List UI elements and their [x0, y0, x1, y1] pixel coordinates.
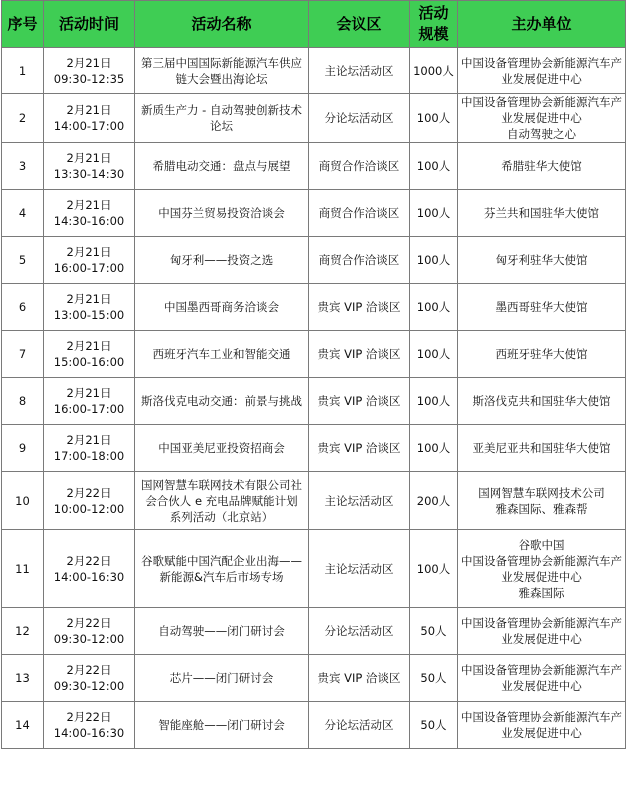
- cell-time-range: 14:00-17:00: [53, 119, 125, 133]
- cell-scale: 200人: [410, 472, 458, 530]
- cell-event-name: 自动驾驶——闭门研讨会: [135, 608, 309, 655]
- cell-event-name: 斯洛伐克电动交通：前景与挑战: [135, 378, 309, 425]
- cell-time: [44, 48, 135, 94]
- table-row: [2, 378, 626, 425]
- cell-zone: 分论坛活动区: [309, 94, 410, 143]
- cell-scale: 100人: [410, 237, 458, 284]
- table-row: [2, 472, 626, 530]
- cell-zone: 主论坛活动区: [309, 472, 410, 530]
- cell-time: [44, 143, 135, 190]
- cell-zone: 主论坛活动区: [309, 48, 410, 94]
- table-row: [2, 284, 626, 331]
- cell-event-name: 中国芬兰贸易投资洽谈会: [135, 190, 309, 237]
- cell-event-name: 第三届中国国际新能源汽车供应链大会暨出海论坛: [135, 48, 309, 94]
- cell-time: [44, 530, 135, 608]
- cell-date: 2月21日: [66, 339, 112, 353]
- cell-host: 斯洛伐克共和国驻华大使馆: [458, 378, 626, 425]
- cell-time: [44, 655, 135, 702]
- cell-zone: 贵宾 VIP 洽谈区: [309, 331, 410, 378]
- cell-time-range: 14:30-16:00: [53, 214, 125, 228]
- cell-no: 3: [2, 143, 44, 190]
- cell-no: 6: [2, 284, 44, 331]
- cell-event-name: 匈牙利——投资之选: [135, 237, 309, 284]
- header-row: [2, 1, 626, 48]
- table-row: [2, 702, 626, 749]
- cell-zone: 主论坛活动区: [309, 530, 410, 608]
- cell-time-range: 14:00-16:30: [53, 726, 125, 740]
- cell-time: [44, 378, 135, 425]
- cell-host: 中国设备管理协会新能源汽车产业发展促进中心: [458, 48, 626, 94]
- cell-no: 14: [2, 702, 44, 749]
- cell-time: [44, 94, 135, 143]
- cell-host: 西班牙驻华大使馆: [458, 331, 626, 378]
- cell-scale: 100人: [410, 284, 458, 331]
- cell-host: 中国设备管理协会新能源汽车产业发展促进中心: [458, 702, 626, 749]
- cell-time: [44, 472, 135, 530]
- cell-scale: 50人: [410, 702, 458, 749]
- cell-time-range: 15:00-16:00: [53, 355, 125, 369]
- cell-time-range: 10:00-12:00: [53, 501, 125, 516]
- cell-time: [44, 284, 135, 331]
- cell-no: 1: [2, 48, 44, 94]
- cell-event-name: 中国墨西哥商务洽谈会: [135, 284, 309, 331]
- cell-host: 国网智慧车联网技术公司 雅森国际、雅森帮: [458, 472, 626, 530]
- cell-host: 中国设备管理协会新能源汽车产业发展促进中心: [458, 608, 626, 655]
- cell-event-name: 新质生产力 - 自动驾驶创新技术论坛: [135, 94, 309, 143]
- cell-date: 2月21日: [66, 245, 112, 259]
- cell-no: 5: [2, 237, 44, 284]
- table-row: [2, 331, 626, 378]
- cell-scale: 100人: [410, 378, 458, 425]
- cell-zone: 贵宾 VIP 洽谈区: [309, 378, 410, 425]
- cell-date: 2月22日: [66, 553, 112, 568]
- cell-date: 2月21日: [66, 151, 112, 165]
- header-host: 主办单位: [458, 1, 626, 48]
- cell-time-range: 17:00-18:00: [53, 449, 125, 463]
- cell-time-range: 16:00-17:00: [53, 402, 125, 416]
- cell-time-range: 13:00-15:00: [53, 308, 125, 322]
- cell-date: 2月22日: [66, 663, 112, 677]
- cell-host: 匈牙利驻华大使馆: [458, 237, 626, 284]
- cell-no: 4: [2, 190, 44, 237]
- cell-event-name: 谷歌赋能中国汽配企业出海——新能源&汽车后市场专场: [135, 530, 309, 608]
- table-row: [2, 94, 626, 143]
- table-header: [2, 1, 626, 48]
- cell-no: 11: [2, 530, 44, 608]
- cell-date: 2月21日: [66, 55, 112, 70]
- cell-scale: 50人: [410, 608, 458, 655]
- cell-host: 墨西哥驻华大使馆: [458, 284, 626, 331]
- header-name: 活动名称: [135, 1, 309, 48]
- header-scale: 活动规模: [410, 1, 458, 48]
- cell-scale: 100人: [410, 331, 458, 378]
- table-row: [2, 143, 626, 190]
- table-row: [2, 608, 626, 655]
- cell-scale: 50人: [410, 655, 458, 702]
- cell-time-range: 16:00-17:00: [53, 261, 125, 275]
- cell-date: 2月22日: [66, 485, 112, 500]
- cell-host: 谷歌中国 中国设备管理协会新能源汽车产业发展促进中心 雅森国际: [458, 530, 626, 608]
- table-row: [2, 48, 626, 94]
- cell-time-range: 13:30-14:30: [53, 167, 125, 181]
- cell-time-range: 09:30-12:00: [53, 679, 125, 693]
- cell-time: [44, 425, 135, 472]
- header-no: 序号: [2, 1, 44, 48]
- table-row: [2, 425, 626, 472]
- cell-time: [44, 190, 135, 237]
- cell-time: [44, 331, 135, 378]
- cell-time: [44, 608, 135, 655]
- table-row: [2, 237, 626, 284]
- cell-date: 2月21日: [66, 433, 112, 447]
- cell-no: 13: [2, 655, 44, 702]
- header-time: 活动时间: [44, 1, 135, 48]
- cell-time: [44, 702, 135, 749]
- cell-time: [44, 237, 135, 284]
- cell-zone: 商贸合作洽谈区: [309, 190, 410, 237]
- cell-zone: 分论坛活动区: [309, 608, 410, 655]
- cell-event-name: 国网智慧车联网技术有限公司社会合伙人 e 充电品牌赋能计划系列活动（北京站）: [135, 472, 309, 530]
- cell-no: 12: [2, 608, 44, 655]
- cell-date: 2月21日: [66, 198, 112, 212]
- cell-date: 2月21日: [66, 103, 112, 117]
- cell-zone: 贵宾 VIP 洽谈区: [309, 284, 410, 331]
- cell-event-name: 芯片——闭门研讨会: [135, 655, 309, 702]
- cell-date: 2月22日: [66, 710, 112, 724]
- cell-no: 2: [2, 94, 44, 143]
- cell-date: 2月21日: [66, 292, 112, 306]
- cell-scale: 100人: [410, 143, 458, 190]
- cell-zone: 分论坛活动区: [309, 702, 410, 749]
- cell-event-name: 希腊电动交通：盘点与展望: [135, 143, 309, 190]
- header-zone: 会议区: [309, 1, 410, 48]
- cell-date: 2月22日: [66, 616, 112, 630]
- cell-zone: 贵宾 VIP 洽谈区: [309, 655, 410, 702]
- cell-host: 中国设备管理协会新能源汽车产业发展促进中心: [458, 655, 626, 702]
- cell-zone: 商贸合作洽谈区: [309, 143, 410, 190]
- table-row: [2, 190, 626, 237]
- cell-event-name: 西班牙汽车工业和智能交通: [135, 331, 309, 378]
- cell-date: 2月21日: [66, 386, 112, 400]
- table-row: [2, 530, 626, 608]
- cell-scale: 100人: [410, 530, 458, 608]
- cell-time-range: 14:00-16:30: [53, 569, 125, 584]
- cell-host: 亚美尼亚共和国驻华大使馆: [458, 425, 626, 472]
- cell-time-range: 09:30-12:00: [53, 632, 125, 646]
- cell-event-name: 中国亚美尼亚投资招商会: [135, 425, 309, 472]
- cell-zone: 商贸合作洽谈区: [309, 237, 410, 284]
- cell-event-name: 智能座舱——闭门研讨会: [135, 702, 309, 749]
- cell-no: 10: [2, 472, 44, 530]
- cell-host: 中国设备管理协会新能源汽车产业发展促进中心 自动驾驶之心: [458, 94, 626, 143]
- event-schedule-table: [1, 0, 626, 749]
- cell-no: 8: [2, 378, 44, 425]
- cell-time-range: 09:30-12:35: [53, 71, 125, 86]
- table-body: [2, 48, 626, 749]
- cell-scale: 100人: [410, 94, 458, 143]
- cell-host: 希腊驻华大使馆: [458, 143, 626, 190]
- cell-host: 芬兰共和国驻华大使馆: [458, 190, 626, 237]
- cell-scale: 100人: [410, 425, 458, 472]
- cell-no: 9: [2, 425, 44, 472]
- table-row: [2, 655, 626, 702]
- cell-scale: 1000人: [410, 48, 458, 94]
- cell-zone: 贵宾 VIP 洽谈区: [309, 425, 410, 472]
- cell-no: 7: [2, 331, 44, 378]
- cell-scale: 100人: [410, 190, 458, 237]
